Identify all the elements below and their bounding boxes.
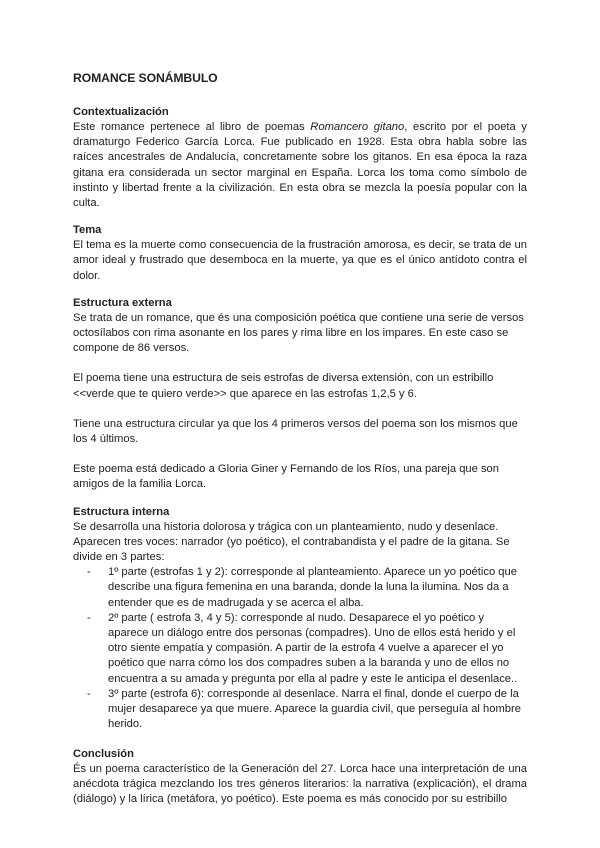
section-heading: Estructura externa (73, 296, 172, 309)
section-heading: Conclusión (73, 747, 134, 760)
conclusion-paragraph: És un poema característico de la Generación del 27. Lorca hace una interpretación de una anécdota trágica mezclando los tres géneros literarios: la narrativa (explicación), el drama (diálogo) y la lírica (metáfora, yo poético). Este poema es más conocido por su estribillo (73, 762, 527, 805)
list-bullet: - (87, 566, 91, 579)
list-item-text: 2º parte ( estrofa 3, 4 y 5): corresponde al nudo. Desaparece el yo poético y aparece un diálogo entre dos personas (compadres). Uno de ellos está herido y el otro siente empatía y compasión. A partir de la estrofa 4 vuelve a aparecer el yo poético que narra cómo los dos compadres suben a la baranda y uno de ellos no encuentra a su amada y pregunta por ella al padre y este le anticipa el desenlace.. (108, 611, 518, 685)
section-heading: Tema (73, 224, 102, 237)
parts-list (73, 565, 527, 732)
book-title: Romancero gitano (310, 121, 405, 133)
contextualizacion-paragraph (73, 120, 527, 211)
section-heading: Estructura interna (73, 505, 170, 518)
section-estructura-externa (73, 296, 527, 493)
document-title: ROMANCE SONÁMBULO (73, 71, 218, 85)
list-item-text: 1º parte (estrofas 1 y 2): corresponde al planteamiento. Aparece un yo poético que describe una figura femenina en una baranda, donde la luna la ilumina. Nos da a entender que es de madrugada y se acerca el alba. (108, 566, 517, 609)
externa-paragraph: Tiene una estructura circular ya que los 4 primeros versos del poema son los mismos que los 4 últimos. (73, 417, 518, 446)
externa-paragraph: Este poema está dedicado a Gloria Giner y Fernando de los Ríos, una pareja que son amigos de la familia Lorca. (73, 463, 500, 491)
section-tema (73, 223, 527, 284)
text-before: Este romance pertenece al libro de poemas (73, 121, 311, 133)
list-item (73, 611, 527, 687)
tema-paragraph: El tema es la muerte como consecuencia de la frustración amorosa, es decir, se trata de un amor ideal y frustrado que desemboca en la muerte, ya que es el único antídoto contra el dolor. (73, 239, 527, 282)
list-item (73, 687, 527, 733)
section-conclusion (73, 747, 527, 808)
section-contextualizacion (73, 105, 527, 211)
list-item (73, 565, 527, 611)
section-estructura-interna (73, 505, 527, 733)
externa-paragraph: El poema tiene una estructura de seis estrofas de diversa extensión, con un estribillo <<verde que te quiero verde>> que aparece en las estrofas 1,2,5 y 6. (73, 372, 494, 400)
list-bullet: - (87, 687, 91, 700)
list-item-text: 3º parte (estrofa 6): corresponde al desenlace. Narra el final, donde el cuerpo de la mujer desaparece ya que muere. Aparece la guardia civil, que perseguía al hombre herido. (108, 687, 521, 731)
externa-paragraph: Se trata de un romance, que és una composición poética que contiene una serie de versos octosílabos con rima asonante en los pares y rima libre en los impares. En este caso se compone de 86 versos. (73, 311, 524, 355)
section-heading: Contextualización (73, 106, 169, 118)
text-after: , escrito por el poeta y dramaturgo Federico García Lorca. Fue publicado en 1928. Esta obra habla sobre las raíces ancestrales de Andalucía, concretamente sobre los gitanos. En esa época la raza gitana era considerada un sector marginal en España. Lorca los toma como símbolo de instinto y libertad frente a la civilización. En esta obra se mezcla la poesía popular con la culta. (73, 121, 527, 210)
list-bullet: - (87, 611, 91, 624)
interna-intro: Se desarrolla una historia dolorosa y trágica con un planteamiento, nudo y desenlace. Aparecen tres voces: narrador (yo poético), el contrabandista y el padre de la gitana. Se divide en 3 partes: (73, 520, 510, 564)
